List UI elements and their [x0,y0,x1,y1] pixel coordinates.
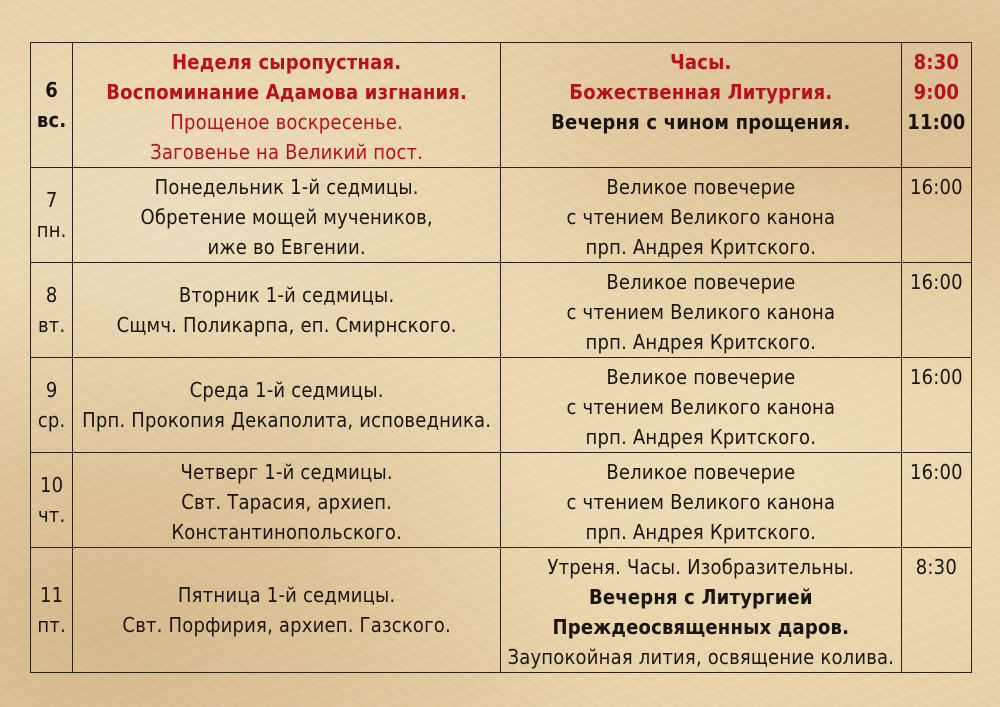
weekday: пт. [37,613,66,637]
weekday: пн. [36,218,67,242]
service-line: прп. Андрея Критского. [585,235,817,259]
service-line: с чтением Великого канона [566,300,836,324]
service-line: с чтением Великого канона [566,205,836,229]
feast-cell [73,358,501,453]
feast-line: Неделя сыропустная. [172,50,402,74]
time-cell [901,548,971,673]
service-time: 16:00 [909,460,963,484]
time-cell [901,43,971,168]
service-cell [500,358,901,453]
day-cell [31,43,73,168]
feast-line: Понедельник 1-й седмицы. [154,175,419,199]
service-time: 16:00 [909,270,963,294]
feast-line: Сщмч. Поликарпа, еп. Смирнского. [116,313,457,337]
day-number: 9 [45,378,58,402]
service-cell [500,453,901,548]
weekday: вт. [37,313,66,337]
service-time: 11:00 [907,110,966,134]
service-line: Великое повечерие [606,270,796,294]
day-number: 6 [45,78,59,102]
feast-line: Константинопольского. [171,520,402,544]
service-line: Великое повечерие [606,460,796,484]
service-line: Заупокойная лития, освящение колива. [507,645,895,669]
day-number: 8 [45,283,58,307]
service-line: Вечерня с Литургией [588,585,813,609]
service-line: Вечерня с чином прощения. [551,110,851,134]
service-line: прп. Андрея Критского. [585,330,817,354]
service-line: Великое повечерие [606,365,796,389]
feast-line: Заговенье на Великий пост. [150,140,424,164]
service-time: 9:00 [913,80,960,104]
time-cell [901,263,971,358]
feast-line: Свт. Порфирия, архиеп. Газского. [122,613,451,637]
feast-line: Четверг 1-й седмицы. [180,460,393,484]
service-time: 16:00 [909,175,963,199]
time-cell [901,358,971,453]
time-cell [901,168,971,263]
service-line: Божественная Литургия. [569,80,833,104]
feast-line: Среда 1-й седмицы. [189,378,384,402]
day-cell [31,263,73,358]
service-line: прп. Андрея Критского. [585,520,817,544]
feast-cell [73,168,501,263]
service-time: 8:30 [913,50,960,74]
service-cell [500,548,901,673]
day-number: 7 [45,188,58,212]
day-cell [31,168,73,263]
service-cell [500,168,901,263]
service-line: Утреня. Часы. Изобразительны. [547,555,855,579]
feast-line: Пятница 1-й седмицы. [177,583,396,607]
feast-line: Прп. Прокопия Декаполита, исповедника. [82,408,492,432]
weekday: ср. [37,408,66,432]
table-row [31,453,972,548]
feast-line: Обретение мощей мучеников, [140,205,433,229]
service-cell [500,43,901,168]
schedule-table [30,42,972,673]
day-cell [31,453,73,548]
feast-cell [73,548,501,673]
service-line: Великое повечерие [606,175,796,199]
service-line: с чтением Великого канона [566,395,836,419]
table-row [31,263,972,358]
table-row [31,548,972,673]
feast-line: иже во Евгении. [207,235,366,259]
service-cell [500,263,901,358]
service-line: с чтением Великого канона [566,490,836,514]
feast-line: Вторник 1-й седмицы. [178,283,395,307]
service-line: Преждеосвященных даров. [552,615,850,639]
day-cell [31,358,73,453]
day-number: 11 [40,583,64,607]
feast-line: Свт. Тарасия, архиеп. [181,490,393,514]
feast-line: Прощеное воскресенье. [170,110,404,134]
feast-line: Воспоминание Адамова изгнания. [106,80,468,104]
table-row [31,358,972,453]
time-cell [901,453,971,548]
day-number: 10 [40,473,64,497]
weekday: чт. [37,503,66,527]
table-row [31,43,972,168]
feast-cell [73,453,501,548]
service-line: прп. Андрея Критского. [585,425,817,449]
feast-cell [73,263,501,358]
service-time: 8:30 [915,555,957,579]
service-time: 16:00 [909,365,963,389]
weekday: вс. [36,108,67,132]
table-row [31,168,972,263]
day-cell [31,548,73,673]
service-line: Часы. [670,50,732,74]
feast-cell [73,43,501,168]
